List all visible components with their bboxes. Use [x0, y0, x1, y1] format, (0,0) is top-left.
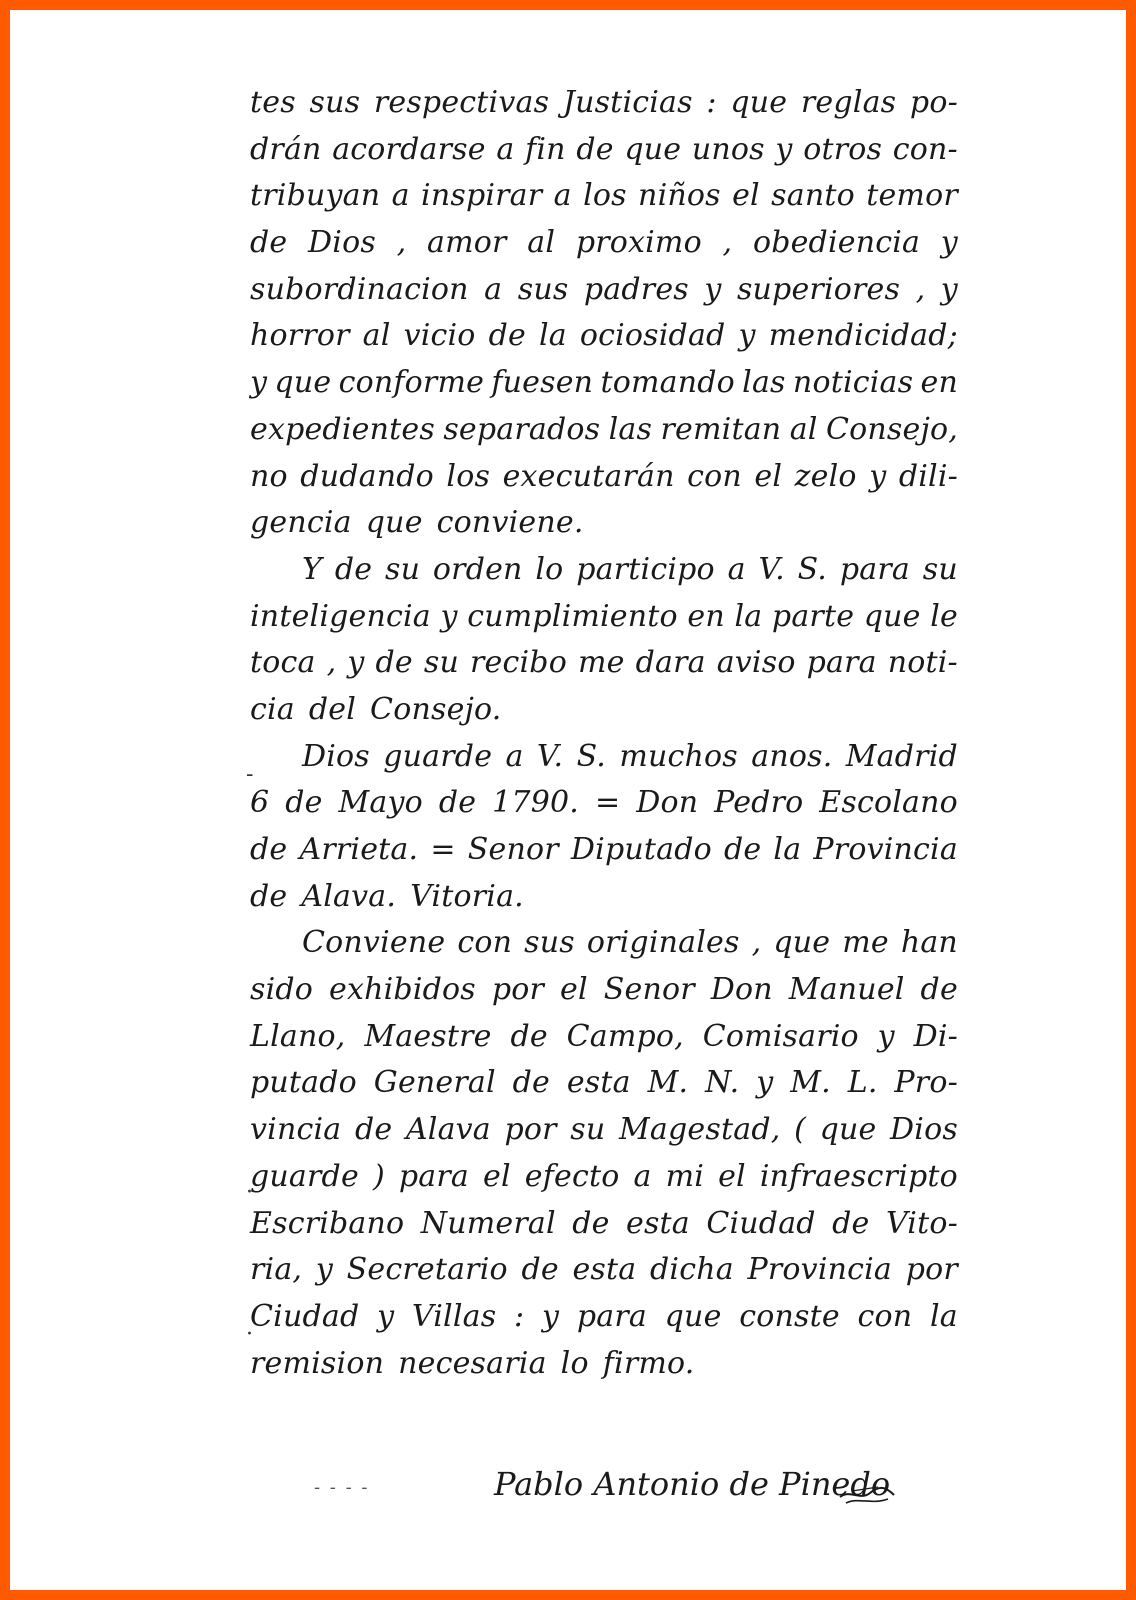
- word: drán: [250, 131, 322, 167]
- word: cumplimiento: [467, 598, 678, 634]
- word: otros: [803, 131, 883, 167]
- word: L.: [847, 1065, 878, 1101]
- word: las: [608, 411, 653, 447]
- word: putado: [250, 1065, 357, 1101]
- word: para: [806, 645, 877, 681]
- word: lo: [535, 551, 564, 587]
- word: Escribano: [250, 1205, 405, 1241]
- word: el: [754, 458, 783, 494]
- word: Senor: [467, 832, 559, 867]
- word: a: [505, 738, 524, 774]
- word: tomando: [600, 365, 735, 401]
- word: con-: [892, 131, 958, 167]
- word: para: [398, 1158, 469, 1194]
- word: de: [334, 551, 373, 587]
- word: de: [572, 1205, 610, 1241]
- word: efecto: [524, 1158, 620, 1194]
- word: esta: [625, 1205, 690, 1241]
- word: Don: [710, 972, 773, 1008]
- word: cia: [250, 691, 295, 727]
- margin-dot-mark: ·: [246, 1322, 253, 1347]
- text-line: [250, 1154, 958, 1201]
- word: Escolano: [819, 785, 958, 821]
- word: al: [527, 225, 556, 261]
- word: y: [377, 1298, 395, 1334]
- word: dara: [635, 645, 706, 681]
- word: =: [430, 832, 456, 867]
- word: Pedro: [714, 785, 804, 821]
- word: ,: [396, 225, 407, 261]
- word: por: [905, 1252, 958, 1288]
- word: de: [354, 1112, 393, 1148]
- word: =: [594, 785, 621, 821]
- word: la: [773, 832, 802, 867]
- word: sido: [250, 972, 314, 1008]
- word: dudando: [300, 458, 434, 494]
- word: infraescripto: [759, 1158, 958, 1194]
- word: dili-: [898, 458, 958, 494]
- text-line: [250, 1247, 958, 1294]
- word: a: [727, 551, 746, 587]
- word: los: [583, 178, 627, 214]
- word: S.: [576, 738, 607, 774]
- word: ,: [915, 271, 926, 307]
- word: Magestad,: [619, 1112, 781, 1148]
- word: Justicias: [562, 85, 693, 120]
- word: santo: [771, 178, 855, 214]
- word: Vito-: [885, 1205, 958, 1241]
- word: Diputado: [570, 832, 712, 867]
- word: de: [832, 1205, 870, 1241]
- word: en: [920, 365, 958, 401]
- word: de: [512, 1065, 550, 1101]
- word: :: [514, 1298, 525, 1334]
- word: expedientes: [250, 411, 435, 447]
- word: Pro-: [894, 1065, 958, 1101]
- text-line: [250, 734, 958, 781]
- text-line: [250, 1201, 958, 1248]
- word: muchos: [619, 738, 738, 774]
- word: obediencia: [752, 225, 921, 261]
- text-line: [250, 780, 958, 827]
- word: Vitoria.: [410, 878, 524, 914]
- word: el: [718, 1158, 746, 1194]
- text-line: [250, 1294, 958, 1341]
- text-line: [250, 1341, 958, 1388]
- word: inteligencia: [250, 598, 431, 634]
- text-line: [250, 127, 958, 174]
- word: reglas: [800, 85, 897, 120]
- word: (: [794, 1112, 806, 1148]
- word: Numeral: [420, 1205, 556, 1241]
- word: la: [734, 598, 763, 634]
- word: Consejo.: [370, 691, 502, 727]
- word: Y: [302, 551, 323, 587]
- text-line: [250, 547, 958, 594]
- word: vincia: [250, 1112, 342, 1148]
- word: parte: [771, 598, 855, 634]
- word: acordarse: [332, 131, 486, 167]
- word: del: [308, 691, 357, 727]
- word: vicio: [403, 318, 476, 354]
- word: 1790.: [492, 785, 580, 821]
- word: Dios: [890, 1112, 958, 1148]
- word: Campo,: [566, 1018, 684, 1054]
- word: y: [315, 1252, 333, 1288]
- word: en: [687, 598, 725, 634]
- text-line: [250, 874, 958, 921]
- word: de: [375, 645, 413, 681]
- word: niños: [638, 178, 721, 214]
- word: Llano,: [250, 1018, 346, 1054]
- word: dicha: [650, 1252, 734, 1288]
- word: su: [570, 1112, 606, 1148]
- word: fuesen: [491, 365, 594, 401]
- word: y: [738, 318, 756, 354]
- text-line: [250, 967, 958, 1014]
- word: ,: [326, 645, 337, 681]
- word: y: [940, 225, 958, 261]
- word: Conviene: [302, 925, 446, 961]
- text-line: [250, 173, 958, 220]
- word: y: [940, 271, 958, 307]
- word: conviene.: [436, 505, 584, 541]
- word: y: [542, 1298, 560, 1334]
- word: po-: [909, 85, 958, 120]
- word: mi: [665, 1158, 705, 1194]
- word: la: [930, 1298, 958, 1334]
- word: Villas: [411, 1298, 497, 1334]
- word: mendicidad;: [768, 318, 958, 354]
- word: la: [538, 318, 567, 354]
- signature-name: Pablo Antonio de Pinedo: [494, 1465, 891, 1503]
- word: de: [250, 225, 288, 261]
- word: a: [633, 1158, 652, 1194]
- word: M.: [790, 1065, 831, 1101]
- word: Comisario: [702, 1018, 859, 1054]
- word: para: [839, 551, 910, 587]
- word: para: [576, 1298, 647, 1334]
- word: que: [730, 85, 788, 120]
- word: recibo: [470, 645, 567, 681]
- word: le: [930, 598, 958, 634]
- word: conforme: [338, 365, 485, 401]
- word: Ciudad: [250, 1298, 360, 1334]
- word: originales: [586, 925, 740, 961]
- word: Alava: [405, 1112, 491, 1148]
- word: guarde: [250, 1158, 359, 1194]
- text-line: [250, 267, 958, 314]
- word: de: [920, 972, 958, 1008]
- word: que: [365, 505, 423, 541]
- word: sus: [309, 85, 361, 120]
- word: ria,: [250, 1252, 303, 1288]
- text-line: [250, 80, 958, 127]
- word: ): [372, 1158, 385, 1194]
- word: Alava.: [301, 878, 397, 914]
- word: :: [706, 85, 717, 120]
- word: las: [742, 365, 786, 401]
- word: de: [576, 131, 614, 167]
- word: esta: [572, 1252, 637, 1288]
- text-line: [250, 687, 958, 734]
- text-line: [250, 920, 958, 967]
- text-line: [250, 1060, 958, 1107]
- word: subordinacion: [250, 271, 469, 307]
- word: aviso: [716, 645, 796, 681]
- word: y: [704, 271, 722, 307]
- word: de: [285, 785, 323, 821]
- word: noticias: [792, 365, 914, 401]
- word: a: [553, 178, 572, 214]
- word: que: [274, 365, 332, 401]
- word: toca: [250, 645, 316, 681]
- word: lo: [560, 1345, 589, 1381]
- margin-dot-mark: ·: [246, 1180, 253, 1205]
- word: horror: [250, 318, 350, 354]
- word: Consejo,: [826, 411, 958, 447]
- text-line: [250, 594, 958, 641]
- word: Arrieta.: [299, 832, 419, 867]
- word: remision: [250, 1345, 385, 1381]
- word: y: [775, 131, 793, 167]
- word: participo: [576, 551, 715, 587]
- word: a: [484, 271, 503, 307]
- word: tribuyan: [250, 178, 381, 214]
- word: executarán: [502, 458, 675, 494]
- word: exhibidos: [329, 972, 476, 1008]
- word: no: [250, 458, 288, 494]
- word: Dios: [302, 738, 370, 774]
- text-line: [250, 1107, 958, 1154]
- word: Madrid: [845, 738, 958, 774]
- word: que: [819, 1112, 877, 1148]
- word: V.: [758, 551, 785, 587]
- word: el: [483, 1158, 511, 1194]
- word: fin: [525, 131, 566, 167]
- word: de: [723, 832, 762, 867]
- word: conste: [739, 1298, 840, 1334]
- word: por: [504, 1112, 557, 1148]
- word: ociosidad: [579, 318, 726, 354]
- word: sus: [524, 925, 575, 961]
- word: noti-: [887, 645, 958, 681]
- word: con: [457, 925, 513, 961]
- word: inspirar: [421, 178, 543, 214]
- word: Provincia: [747, 1252, 893, 1288]
- word: Senor: [603, 972, 695, 1008]
- text-line: [250, 500, 958, 547]
- word: Ciudad: [706, 1205, 816, 1241]
- margin-dash-mark: -: [246, 762, 254, 787]
- word: de: [250, 878, 288, 914]
- word: sus: [517, 271, 569, 307]
- document-text: [250, 80, 958, 1387]
- word: guarde: [383, 738, 493, 774]
- text-line: [250, 220, 958, 267]
- word: de: [510, 1018, 548, 1054]
- word: zelo: [794, 458, 857, 494]
- word: proximo: [575, 225, 702, 261]
- word: de: [438, 785, 477, 821]
- word: ,: [751, 925, 762, 961]
- word: y: [250, 365, 268, 401]
- word: me: [842, 925, 889, 961]
- signature-block: [310, 1465, 930, 1525]
- word: firmo.: [602, 1345, 695, 1381]
- word: el: [732, 178, 760, 214]
- word: anos.: [751, 738, 833, 774]
- word: Manuel: [788, 972, 905, 1008]
- word: Maestre: [364, 1018, 492, 1054]
- word: el: [560, 972, 588, 1008]
- word: a: [496, 131, 515, 167]
- word: respectivas: [373, 85, 550, 120]
- word: M.: [647, 1065, 689, 1101]
- text-line: [250, 313, 958, 360]
- word: con: [857, 1298, 913, 1334]
- word: superiores: [736, 271, 901, 307]
- word: tes: [250, 85, 296, 120]
- word: 6: [250, 785, 270, 821]
- text-line: [250, 454, 958, 501]
- signature-dots: - - - -: [314, 1477, 370, 1498]
- word: N.: [705, 1065, 740, 1101]
- word: Mayo: [338, 785, 423, 821]
- text-line: [250, 827, 958, 874]
- word: su: [384, 551, 421, 587]
- word: temor: [866, 178, 958, 214]
- page-frame: [10, 10, 1126, 1590]
- text-line: [250, 640, 958, 687]
- word: necesaria: [398, 1345, 547, 1381]
- word: de: [521, 1252, 559, 1288]
- word: a: [391, 178, 410, 214]
- word: esta: [566, 1065, 631, 1101]
- word: Di-: [913, 1018, 958, 1054]
- word: que: [863, 598, 921, 634]
- word: ,: [722, 225, 733, 261]
- word: amor: [427, 225, 507, 261]
- word: por: [491, 972, 545, 1008]
- word: los: [446, 458, 491, 494]
- word: me: [577, 645, 625, 681]
- word: y: [440, 598, 458, 634]
- word: al: [789, 411, 818, 447]
- word: su: [423, 645, 459, 681]
- word: y: [756, 1065, 774, 1101]
- word: padres: [583, 271, 689, 307]
- word: gencia: [250, 505, 352, 541]
- word: Secretario: [346, 1252, 508, 1288]
- word: Provincia: [813, 832, 958, 867]
- word: orden: [432, 551, 523, 587]
- word: General: [373, 1065, 496, 1101]
- word: de: [250, 832, 288, 867]
- word: S.: [797, 551, 828, 587]
- word: han: [900, 925, 958, 961]
- word: y: [347, 645, 365, 681]
- word: V.: [536, 738, 564, 774]
- word: y: [877, 1018, 895, 1054]
- word: Don: [636, 785, 699, 821]
- word: su: [922, 551, 958, 587]
- text-line: [250, 1014, 958, 1061]
- text-line: [250, 407, 958, 454]
- word: de: [488, 318, 526, 354]
- word: al: [362, 318, 391, 354]
- word: que: [773, 925, 831, 961]
- text-line: [250, 360, 958, 407]
- word: y: [869, 458, 887, 494]
- word: unos: [691, 131, 765, 167]
- word: Dios: [308, 225, 376, 261]
- word: remitan: [660, 411, 782, 447]
- word: separados: [443, 411, 601, 447]
- signature-flourish-icon: [838, 1475, 898, 1509]
- word: que: [624, 131, 682, 167]
- word: con: [687, 458, 742, 494]
- word: que: [664, 1298, 722, 1334]
